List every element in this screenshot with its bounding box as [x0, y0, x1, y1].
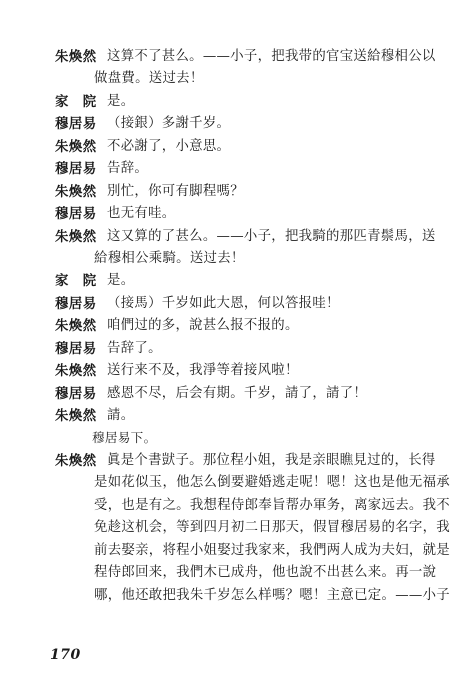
dialogue-text: 这又算的了甚么。——小子，把我騎的那匹青鬃馬，送 [107, 228, 436, 244]
dialogue-text: 免趁这机会，等到四月初二日那天，假冒穆居易的名字，我 [94, 520, 450, 536]
dialogue-line [0, 496, 468, 516]
stage-direction: 穆居易下。 [92, 430, 157, 446]
dialogue-line [0, 294, 468, 314]
dialogue-text: 是。 [107, 93, 135, 109]
dialogue-line [0, 137, 468, 157]
dialogue-text: 送行来不及，我淨等着接风啦！ [107, 363, 299, 379]
dialogue-line [0, 339, 468, 359]
dialogue-text: 是如花似玉，他怎么倒要避婚逃走呢！嗯！这也是他无福承 [94, 475, 450, 491]
dialogue-line [0, 92, 468, 112]
speaker-name: 朱煥然 [55, 452, 97, 469]
dialogue-line [0, 518, 468, 538]
speaker-name: 朱煥然 [55, 138, 97, 155]
dialogue-text: 受，也是有之。我想程侍郎奉旨帮办軍务，离家远去。我不 [94, 497, 450, 513]
dialogue-text: 做盘費。送过去！ [94, 71, 204, 87]
dialogue-text: 告辞。 [107, 161, 149, 177]
dialogue-line [0, 361, 468, 381]
dialogue-line [0, 384, 468, 404]
dialogue-text: 也无有哇。 [107, 206, 176, 222]
speaker-name: 穆居易 [55, 385, 97, 402]
dialogue-line [0, 249, 468, 269]
speaker-name: 家 院 [55, 273, 97, 290]
speaker-name: 家 院 [55, 93, 97, 110]
dialogue-line [0, 159, 468, 179]
dialogue-text: 程侍郎回来，我們木已成舟，他也說不出甚么来。再一說 [94, 565, 437, 581]
page-number: 170 [50, 647, 81, 663]
dialogue-line [0, 316, 468, 336]
dialogue-text: 請。 [107, 408, 135, 423]
dialogue-text: 不必謝了，小意思。 [107, 138, 231, 154]
dialogue-text: 哪，他还敢把我朱千岁怎么样嗎？嗯！主意已定。——小子 [94, 587, 450, 603]
dialogue-text: 前去娶亲，将程小姐娶过我家来，我們两人成为夫妇，就是 [94, 542, 450, 558]
speaker-name: 穆居易 [55, 295, 97, 312]
speaker-name: 穆居易 [55, 161, 97, 178]
speaker-name: 朱煥然 [55, 183, 97, 200]
dialogue-line [0, 47, 468, 67]
dialogue-text: 給穆相公乘騎。送过去！ [94, 250, 245, 266]
dialogue-line [0, 563, 468, 583]
speaker-name: 朱煥然 [55, 49, 97, 65]
dialogue-line [0, 541, 468, 561]
dialogue-text: （接馬）千岁如此大恩，何以答报哇！ [107, 295, 340, 311]
dialogue-line [0, 227, 468, 247]
dialogue-text: 告辞了。 [107, 340, 162, 356]
dialogue-line [0, 114, 468, 134]
dialogue-text: 眞是个書獃子。那位程小姐，我是亲眼瞧見过的，长得 [107, 452, 436, 468]
dialogue-line [0, 69, 468, 89]
dialogue-text: 咱們过的多，說甚么报不报的。 [107, 318, 299, 334]
dialogue-line [0, 473, 468, 493]
dialogue-text: 感恩不尽，后会有期。千岁，請了，請了！ [107, 385, 368, 401]
speaker-name: 朱煥然 [55, 228, 97, 245]
dialogue-text: （接銀）多謝千岁。 [107, 116, 231, 132]
script-text [0, 47, 468, 608]
dialogue-line [0, 271, 468, 291]
speaker-name: 穆居易 [55, 340, 97, 357]
dialogue-line [0, 451, 468, 471]
dialogue-text: 是。 [107, 273, 135, 289]
speaker-name: 穆居易 [55, 206, 97, 223]
dialogue-line [0, 406, 468, 426]
dialogue-text: 別忙，你可有脚程嗎？ [107, 183, 244, 199]
dialogue-line [0, 182, 468, 202]
speaker-name: 穆居易 [55, 116, 97, 133]
speaker-name: 朱煥然 [55, 363, 97, 380]
speaker-name: 朱煥然 [55, 408, 97, 424]
dialogue-line [0, 428, 468, 448]
speaker-name: 朱煥然 [55, 318, 97, 335]
dialogue-line [0, 204, 468, 224]
dialogue-text: 这算不了甚么。——小子，把我带的官宝送給穆相公以 [107, 49, 436, 64]
dialogue-line [0, 586, 468, 606]
